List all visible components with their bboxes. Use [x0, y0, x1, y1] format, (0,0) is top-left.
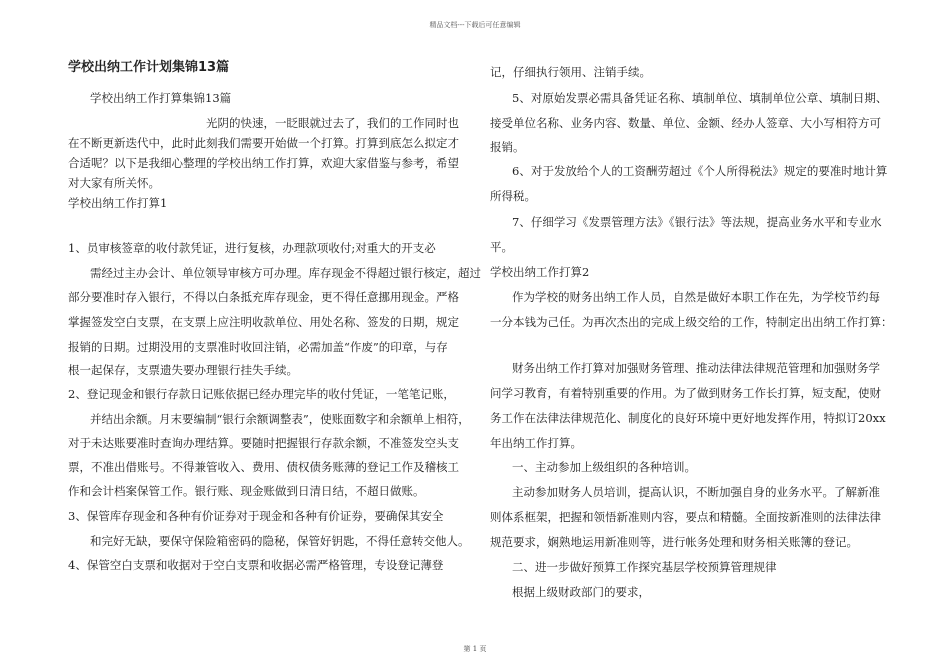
right-paragraph-line: 根据上级财政部门的要求， [512, 585, 650, 599]
page-header: 精品文档---下载后可任意编辑 [429, 21, 521, 29]
left-paragraph-line: 4、保管空白支票和收据对于空白支票和收据必需严格管理，专设登记薄登 [68, 558, 444, 572]
left-paragraph-line: 光阴的快速，一眨眼就过去了，我们的工作同时也 [206, 116, 459, 130]
right-paragraph-line: 5、对原始发票必需具备凭证名称、填制单位、填制单位公章、填制日期、 [512, 91, 888, 105]
left-paragraph-line: 需经过主办会计、单位领导审核方可办理。库存现金不得超过银行核定，超过 [90, 266, 481, 280]
document-title: 学校出纳工作计划集锦13篇 [68, 60, 230, 75]
right-paragraph-line: 一分本钱为己任。为再次杰出的完成上级交给的工作，特制定出出纳工作打算： [490, 315, 893, 329]
right-paragraph-line: 年出纳工作打算。 [490, 436, 582, 450]
right-paragraph-line: 平。 [490, 240, 513, 254]
left-paragraph-line: 合适呢？以下是我细心整理的学校出纳工作打算，欢迎大家借鉴与参考，希望 [68, 156, 459, 170]
left-paragraph-line: 学校出纳工作打算集锦13篇 [90, 91, 232, 105]
left-paragraph-line: 报销的日期。过期没用的支票准时收回注销，必需加盖“作废”的印章，与存 [68, 340, 448, 354]
right-paragraph-line: 报销。 [490, 140, 525, 154]
right-paragraph-line: 接受单位名称、业务内容、数量、单位、金额、经办人签章、大小写相符方可 [490, 116, 881, 130]
left-paragraph-line: 2、登记现金和银行存款日记账依据已经办理完毕的收付凭证，一笔笔记账， [68, 387, 455, 401]
left-paragraph-line: 票，不准出借账号。不得兼管收入、费用、债权债务账薄的登记工作及稽核工 [68, 460, 459, 474]
left-paragraph-line: 3、保管库存现金和各种有价证券对于现金和各种有价证券，要确保其安全 [68, 509, 444, 523]
right-paragraph-line: 务工作在法律法律规范化、制度化的良好环境中更好地发挥作用，特拟订20xx [490, 411, 886, 425]
right-paragraph-line: 规范要求，娴熟地运用新准则等，进行帐务处理和财务相关账簿的登记。 [490, 535, 858, 549]
left-paragraph-line: 对于未达账要准时查询办理结算。要随时把握银行存款余额，不准签发空头支 [68, 436, 459, 450]
right-paragraph-line: 所得税。 [490, 189, 536, 203]
left-paragraph-line: 1、员审核签章的收付款凭证，进行复核，办理款项收付;对重大的开支必 [68, 241, 436, 255]
left-paragraph-line: 在不断更新迭代中，此时此刻我们需要开始做一个打算。打算到底怎么拟定才 [68, 136, 459, 150]
right-paragraph-line: 则体系框架，把握和领悟新准则内容，要点和精髓。全面按新准则的法律法律 [490, 510, 881, 524]
left-paragraph-line: 学校出纳工作打算1 [68, 196, 168, 210]
right-paragraph-line: 问学习教育，有着特别重要的作用。为了做到财务工作长打算，短支配，使财 [490, 386, 881, 400]
left-paragraph-line: 对大家有所关怀。 [68, 176, 160, 190]
left-paragraph-line: 部分要准时存入银行，不得以白条抵充库存现金，更不得任意挪用现金。严格 [68, 290, 459, 304]
right-paragraph-line: 作为学校的财务出纳工作人员，自然是做好本职工作在先，为学校节约每 [512, 290, 880, 304]
right-paragraph-line: 一、主动参加上级组织的各种培训。 [512, 460, 696, 474]
right-paragraph-line: 学校出纳工作打算2 [490, 265, 590, 279]
left-paragraph-line: 和完好无缺，要保守保险箱密码的隐秘，保管好钥匙，不得任意转交他人。 [90, 534, 470, 548]
left-paragraph-line: 作和会计档案保管工作。银行账、现金账做到日清日结，不超日做账。 [68, 484, 425, 498]
right-paragraph-line: 主动参加财务人员培训，提高认识，不断加强自身的业务水平。了解新准 [512, 485, 880, 499]
left-paragraph-line: 并结出余额。月末要编制“银行余额调整表”，使账面数字和余额单上相符， [90, 412, 470, 426]
left-paragraph-line: 掌握签发空白支票，在支票上应注明收款单位、用处名称、签发的日期，规定 [68, 315, 459, 329]
right-paragraph-line: 记，仔细执行领用、注销手续。 [490, 65, 651, 79]
right-paragraph-line: 7、仔细学习《发票管理方法》《银行法》等法规，提高业务水平和专业水 [512, 215, 882, 229]
right-paragraph-line: 财务出纳工作打算对加强财务管理、推动法律法律规范管理和加强财务学 [512, 361, 880, 375]
right-paragraph-line: 6、对于发放给个人的工资酬劳超过《个人所得税法》规定的要准时地计算 [512, 164, 888, 178]
page-footer: 第 1 页 [463, 645, 487, 653]
left-paragraph-line: 根一起保存，支票遗失要办理银行挂失手续。 [68, 363, 298, 377]
right-paragraph-line: 二、进一步做好预算工作探究基层学校预算管理规律 [512, 560, 777, 574]
